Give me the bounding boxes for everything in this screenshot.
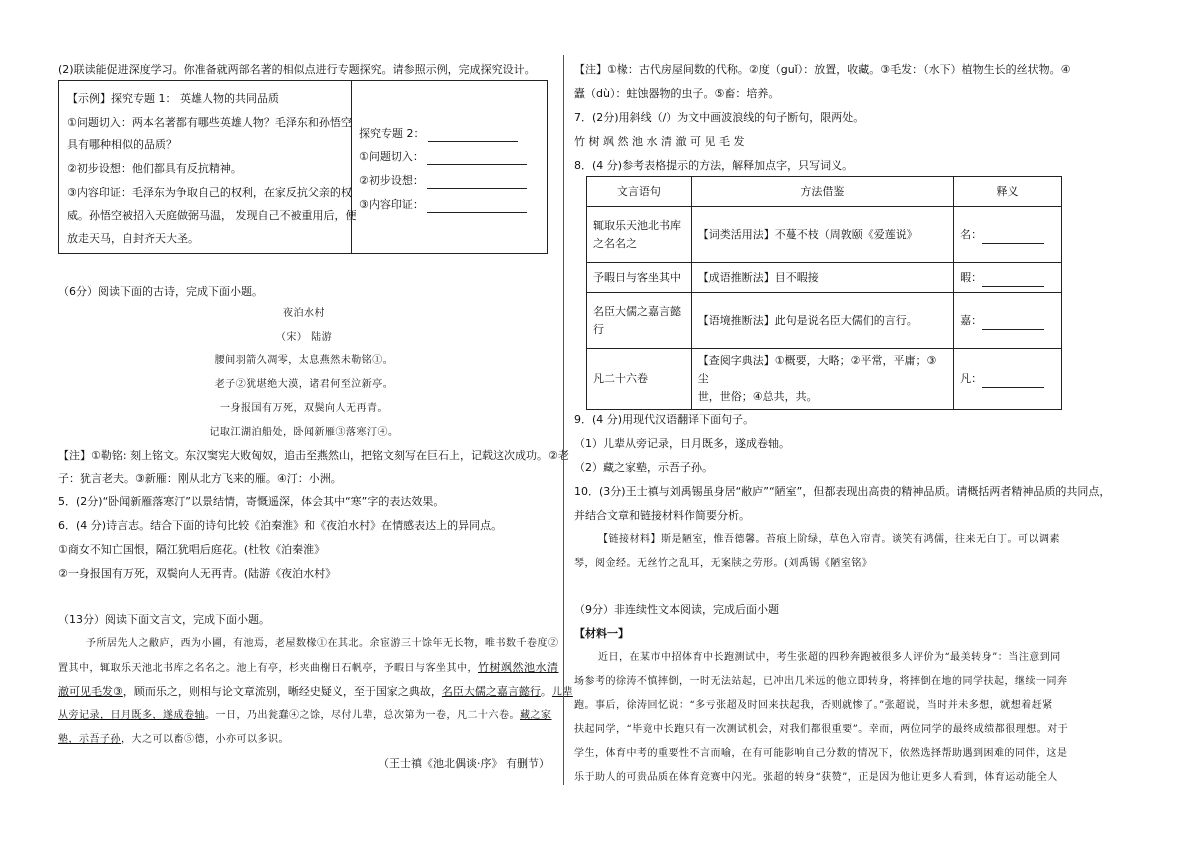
answer-cell: [954, 293, 1062, 349]
poem-note: 子：犹言老夫。③新雁：刚从北方飞来的雁。④汀：小洲。: [58, 472, 342, 485]
answer-cell: [954, 263, 1062, 293]
task-q3: [359, 197, 527, 213]
link-material: 【链接材料】斯是陋室，惟吾德馨。苔痕上阶绿，草色入帘青。谈笑有鸿儒，往来无白丁。可以调素: [598, 534, 1060, 545]
poem-title: 夜泊水村: [283, 308, 325, 319]
task-q2-blank[interactable]: [427, 188, 527, 189]
example-line: 威。孙悟空被招入天庭做弼马温， 发现自己不被重用后，便: [67, 209, 357, 222]
example-line: ②初步设想：他们都具有反抗精神。: [67, 162, 242, 175]
underlined-phrase: 名臣大儒之嘉言懿行: [441, 685, 541, 698]
material-1-line: 场参考的徐涛不慎摔倒，一时无法站起，已冲出几米远的他立即转身，将摔倒在地的同学扶起，继续一同奔: [574, 676, 1068, 687]
method-text: 世，世俗；④总共，共。: [697, 390, 818, 403]
question-9-item: （1）儿辈从旁记录，日月既多，遂成卷轴。: [574, 437, 790, 450]
prose-source: （王士禛《池北偶谈·序》 有删节）: [378, 757, 550, 770]
task-q1-label: ①问题切入：: [359, 150, 424, 163]
question-6-verse-a: ①商女不知亡国恨，隔江犹唱后庭花。(杜牧《泊秦淮》: [58, 543, 326, 556]
answer-cell: [954, 349, 1062, 410]
task-q3-blank[interactable]: [427, 212, 527, 213]
question-8: 8．(4 分)参考表格提示的方法，解释加点字，只写词义。: [574, 159, 854, 172]
task-q3-label: ③内容印证：: [359, 198, 424, 211]
question-9-item: （2）藏之家塾，示吾子孙。: [574, 461, 713, 474]
material-1-line: 扶起同学，“毕竟中长跑只有一次测试机会，对我们都很重要”。幸而，两位同学的最终成绩都很理想。对于: [574, 724, 1069, 735]
question-6: 6．(4 分)诗言志。结合下面的诗句比较《泊秦淮》和《夜泊水村》在情感表达上的异同点。: [58, 519, 503, 532]
material-1-line: 乐于助人的可贵品质在体育竞赛中闪光。张超的转身“获赞”，正是因为他让更多人看到，体育运动能全人: [574, 772, 1058, 783]
underlined-sentence: 藏之家: [520, 710, 552, 721]
prose-note: 蠹（dù）：蛀蚀器物的虫子。⑤畜：培养。: [574, 87, 780, 100]
sentence-cell: 予暇日与客坐其中: [587, 263, 692, 293]
example-line: ①问题切入：两本名著都有哪些英雄人物？毛泽东和孙悟空: [67, 116, 352, 129]
q-intro: (2)联读能促进深度学习。你准备就两部名著的相似点进行专题探究。请参照示例，完成探究设计。: [58, 63, 536, 76]
question-7-text: 竹 树 飒 然 池 水 清 澈 可 见 毛 发: [574, 135, 745, 148]
task-q1: [359, 149, 527, 165]
question-10: 并结合文章和链接材料作简要分析。: [574, 509, 750, 522]
poem-intro: （6分）阅读下面的古诗，完成下面小题。: [58, 285, 263, 298]
poem-line: 一身报国有万死，双鬓向人无再青。: [220, 403, 388, 414]
table-row: [587, 293, 1062, 349]
method-cell: 【成语推断法】目不暇接: [691, 263, 953, 293]
method-cell: [691, 349, 953, 410]
table-header: 文言语句: [587, 177, 692, 207]
example-title: 【示例】探究专题 1： 英雄人物的共同品质: [67, 92, 279, 105]
sentence-cell: [587, 207, 692, 263]
answer-blank[interactable]: [982, 243, 1044, 244]
table-header: 方法借鉴: [691, 177, 953, 207]
material-1-line: 跑。事后，徐涛回忆说：“多亏张超及时回来扶起我，否则就惨了。”张超说，当时并未多想，就想着赶紧: [574, 700, 1053, 711]
material-1-line: 近日，在某市中招体育中长跑测试中，考生张超的四秒奔跑被很多人评价为“最美转身”：当注意到同: [598, 652, 1061, 663]
poem-line: 腰间羽箭久凋零，太息燕然未勒铭①。: [214, 355, 394, 366]
sentence-text: 之名名之: [593, 236, 637, 250]
material-1-title: 【材料一】: [574, 627, 629, 640]
answer-label: 暇：: [960, 270, 983, 284]
sentence-text: 辄取乐天池北书库: [593, 218, 681, 232]
sentence-cell: [587, 293, 692, 349]
task-q2: [359, 173, 527, 189]
underlined-sentence: 塾，示吾子孙: [58, 734, 121, 745]
task-topic: [359, 126, 518, 142]
task-q2-label: ②初步设想：: [359, 174, 424, 187]
wavy-sentence-end: 澈可见毛发③: [58, 685, 123, 698]
answer-cell: [954, 207, 1062, 263]
answer-blank[interactable]: [982, 286, 1044, 287]
prose-text: 置其中，辄取乐天池北书库之名名之。池上有亭，杉夹曲榭日石帆亭，予暇日与客坐其中，: [58, 663, 478, 674]
table-row: [587, 349, 1062, 410]
method-cell: 【语境推断法】此句是说名臣大儒们的言行。: [691, 293, 953, 349]
question-7: 7．(2分)用斜线（/）为文中画波浪线的句子断句，限两处。: [574, 111, 865, 124]
material-1-line: 学生，体育中考的重要性不言而喻，在有可能影响自己分数的情况下，依然选择帮助遇到困难的同伴，这是: [574, 748, 1068, 759]
table-row: [587, 263, 1062, 293]
example-table: [58, 80, 548, 254]
example-line: 具有哪种相似的品质？: [67, 138, 177, 151]
method-cell: 【词类活用法】不蔓不枝（周敦颐《爱莲说》: [691, 207, 953, 263]
example-line: 放走天马，自封齐天大圣。: [67, 232, 199, 245]
prose-text: 。一日，乃出瓮蠢④之馀，尽付儿辈，总次第为一卷，凡二十六卷。: [205, 710, 520, 721]
prose-line: [58, 732, 289, 748]
question-9: 9．(4 分)用现代汉语翻译下面句子。: [574, 413, 755, 426]
example-line: ③内容印证：毛泽东为争取自己的权利，在家反抗父亲的权: [67, 186, 352, 199]
poem-line: 记取江湖泊船处，卧闻新雁③落寒汀④。: [209, 427, 399, 438]
link-material: 琴，阅金经。无丝竹之乱耳，无案牍之劳形。(刘禹锡《陋室铭》: [574, 558, 873, 569]
method-table: [586, 176, 1062, 410]
answer-blank[interactable]: [982, 387, 1044, 388]
underlined-phrase: 儿辈: [551, 687, 573, 698]
table-header: 释义: [954, 177, 1062, 207]
prose-note: 【注】①椽：古代房屋间数的代称。②度（guǐ）：放置，收藏。③毛发：（水下）植物生长的丝状物。④: [574, 63, 1071, 76]
answer-label: 嘉：: [960, 313, 983, 327]
poem-note: 【注】①勒铭: 刻上铭文。东汉窦宪大败匈奴，追击至燕然山，把铭文刻写在巨石上，记载这次成功。②老: [58, 449, 569, 462]
prose-line: 予所居先人之敝庐，西为小圃，有池焉，老屋数椽①在其北。余宦游三十馀年无长物，唯书数千卷度②: [86, 638, 559, 649]
prose-line: [58, 708, 552, 724]
prose-text: ，大之可以畜⑤德，小亦可以多识。: [121, 734, 289, 745]
prose-text: 。: [540, 685, 552, 698]
nonfiction-intro: （9分）非连续性文本阅读，完成后面小题: [574, 603, 779, 616]
prose-line: [58, 684, 573, 701]
task-topic-label: 探究专题 2：: [359, 127, 425, 140]
poem-author: （宋） 陆游: [275, 332, 333, 343]
answer-label: 名：: [960, 227, 983, 241]
answer-label: 凡：: [960, 372, 983, 385]
poem-line: 老子②犹堪绝大漠，诸君何至泣新亭。: [214, 379, 394, 390]
sentence-text: 行: [593, 322, 604, 336]
task-q1-blank[interactable]: [427, 164, 527, 165]
method-text: 【查阅字典法】①概要，大略；②平常，平庸；③尘: [697, 354, 937, 385]
prose-intro: （13分）阅读下面文言文，完成下面小题。: [58, 613, 270, 626]
question-5: 5．(2分)“卧闻新雁落寒汀”以景结情，寄慨遥深，体会其中“寒”字的表达效果。: [58, 495, 445, 508]
wavy-sentence: 竹树飒然池水清: [478, 661, 559, 674]
sentence-cell: 凡二十六卷: [587, 349, 692, 410]
sentence-text: 名臣大儒之嘉言懿: [593, 304, 681, 318]
column-divider: [563, 55, 564, 785]
prose-text: ，顾而乐之，则相与论文章流别，晰经史疑义，至于国家之典故，: [122, 685, 442, 698]
prose-line: [58, 660, 559, 677]
task-topic-blank[interactable]: [428, 141, 518, 142]
table-row: [587, 207, 1062, 263]
answer-blank[interactable]: [982, 329, 1044, 330]
underlined-sentence: 从旁记录，日月既多，遂成卷轴: [58, 710, 205, 721]
question-6-verse-b: ②一身报国有万死，双鬓向人无再青。(陆游《夜泊水村》: [58, 567, 337, 580]
question-10: 10．(3分)王士禛与刘禹锡虽身居“敝庐”“陋室”，但都表现出高贵的精神品质。请概括两者精神品质的共同点，: [574, 485, 1111, 498]
